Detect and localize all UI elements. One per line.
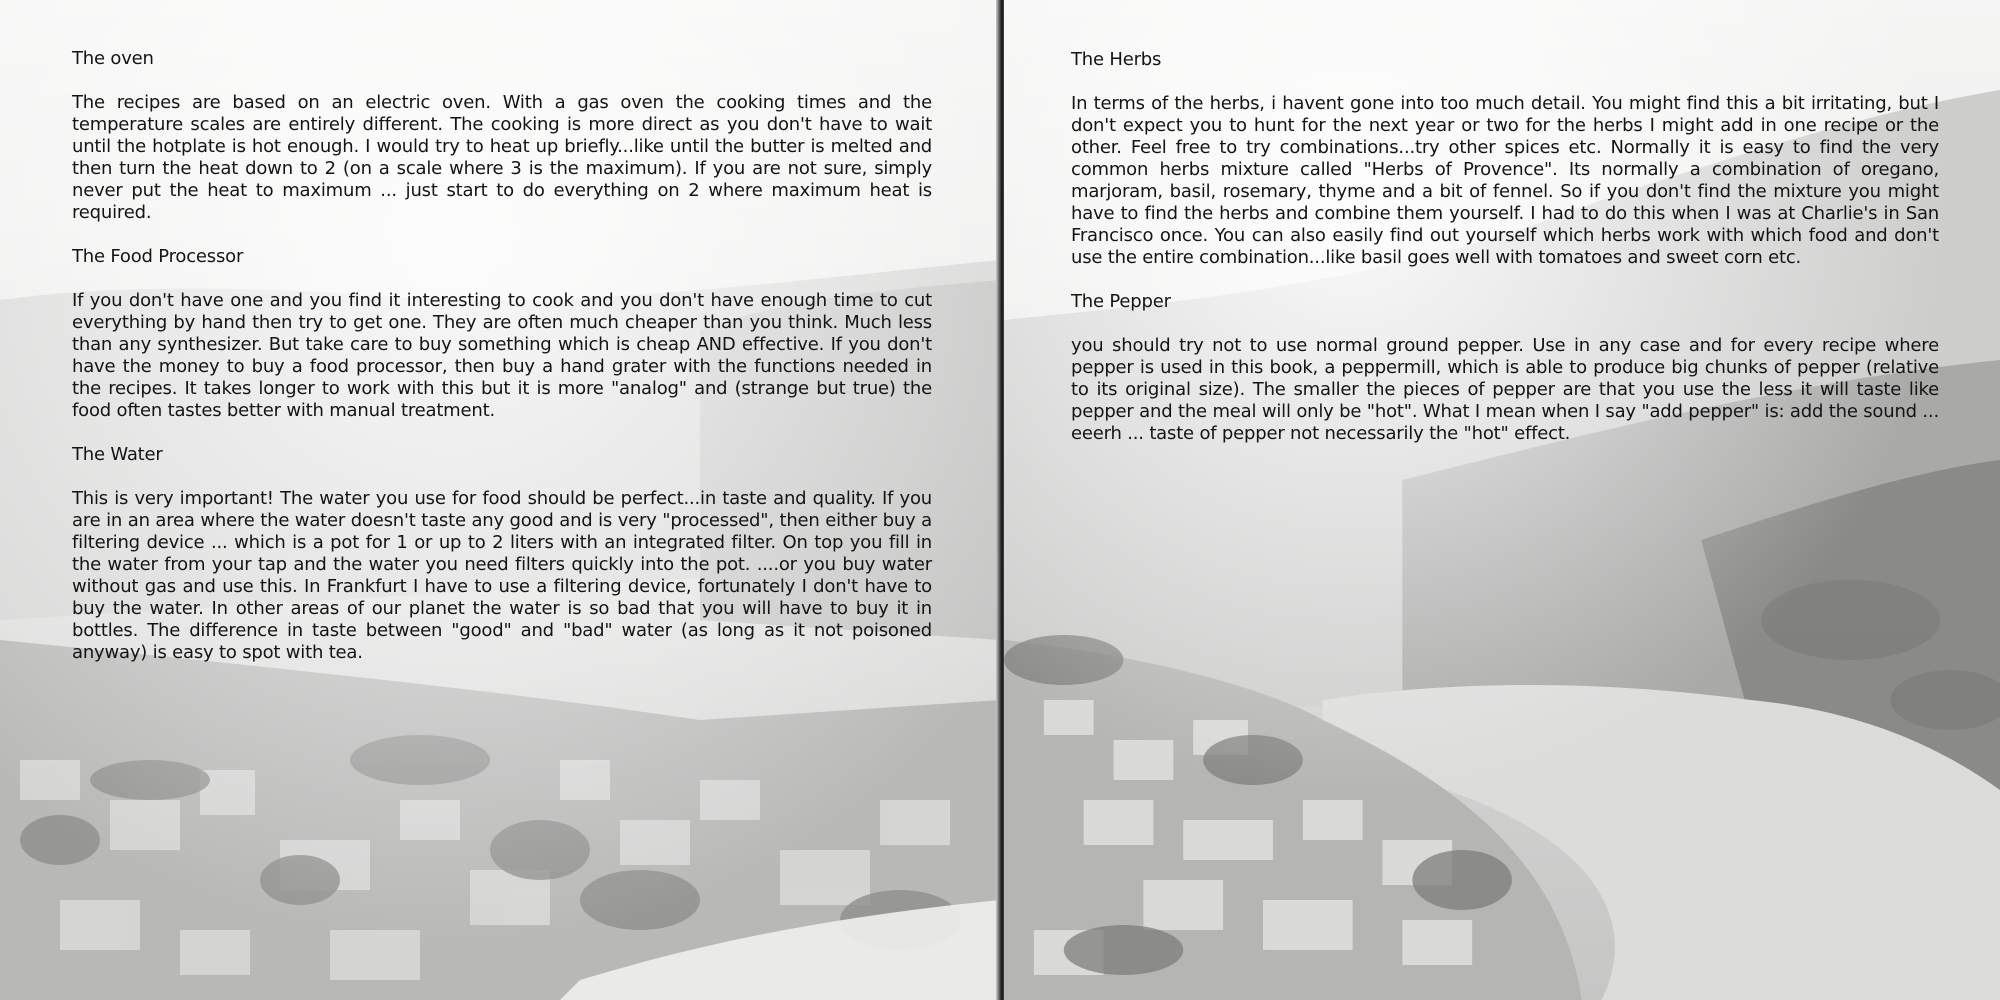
right-page: [1004, 0, 2000, 1000]
section-body: In terms of the herbs, i havent gone into too much detail. You might find this a bit irritating, but I don't expect you to hunt for the next year or two for the herbs I might add in one recipe or the other. Feel free to try combinations...try other spices etc. Normally it is easy to find the very common herbs mixture called "Herbs of Provence". Its normally a combination of oregano, marjoram, basil, rosemary, thyme and a bit of fennel. So if you don't find the mixture you might have to find the herbs and combine them yourself. I had to do this when I was at Charlie's in San Francisco once. You can also easily find out yourself which herbs work with which food and don't use the entire combination...like basil goes well with tomatoes and sweet corn etc.: [1071, 93, 1939, 268]
section-oven: [72, 48, 932, 224]
section-heading: The Herbs: [1071, 49, 1162, 70]
section-heading: The Water: [72, 444, 163, 465]
right-page-text: [1071, 49, 1939, 467]
section-body: This is very important! The water you use for food should be perfect...in taste and quality. If you are in an area where the water doesn't taste any good and is very "processed", then either buy a filtering device ... which is a pot for 1 or up to 2 liters with an integrated filter. On top you fill in the water from your tap and the water you need filters quickly into the pot. ....or you buy water without gas and use this. In Frankfurt I have to use a filtering device, fortunately I don't have to buy the water. In other areas of our planet the water is so bad that you will have to buy it in bottles. The difference in taste between "good" and "bad" water (as long as it not poisoned anyway) is easy to spot with tea.: [72, 488, 932, 663]
section-heading: The Pepper: [1071, 291, 1171, 312]
section-body: you should try not to use normal ground pepper. Use in any case and for every recipe where pepper is used in this book, a peppermill, which is able to produce big chunks of pepper (relative to its original size). The smaller the pieces of pepper are that you use the less it will taste like pepper and the meal will only be "hot". What I mean when I say "add pepper" is: add the sound ... eeerh ... taste of pepper not necessarily the "hot" effect.: [1071, 335, 1939, 444]
section-heading: The oven: [72, 48, 154, 69]
section-food-processor: [72, 246, 932, 422]
section-heading: The Food Processor: [72, 246, 244, 267]
section-body: The recipes are based on an electric oven. With a gas oven the cooking times and the temperature scales are entirely different. The cooking is more direct as you don't have to wait until the hotplate is hot enough. I would try to heat up briefly...like until the butter is melted and then turn the heat down to 2 (on a scale where 3 is the maximum). If you are not sure, simply never put the heat to maximum ... just start to do everything on 2 where maximum heat is required.: [72, 92, 932, 223]
section-pepper: [1071, 291, 1939, 445]
section-water: [72, 444, 932, 664]
left-page-text: [72, 48, 932, 686]
section-body: If you don't have one and you find it interesting to cook and you don't have enough time to cut everything by hand then try to get one. They are often much cheaper than you think. Much less than any synthesizer. But take care to buy something which is cheap AND effective. If you don't have the money to buy a food processor, then buy a hand grater with the functions needed in the recipes. It takes longer to work with this but it is more "analog" and (strange but true) the food often tastes better with manual treatment.: [72, 290, 932, 421]
section-herbs: [1071, 49, 1939, 269]
